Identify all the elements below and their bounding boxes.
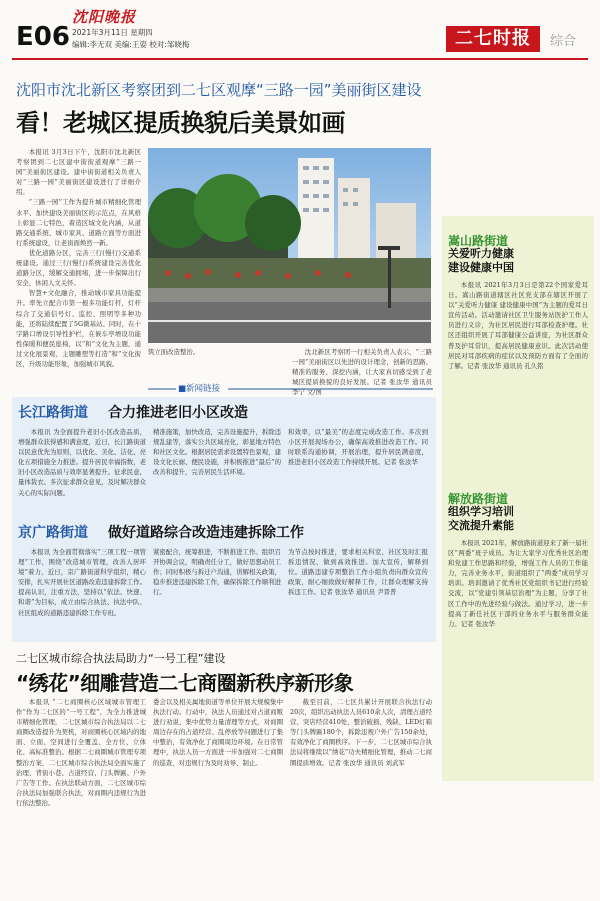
brief2-column-1 (18, 547, 146, 637)
brief-paragraph: 精准施策，加快改造，完善设施提升，拆除违规乱建等，落实公共区域亮化，彰显地方特色和社区文化。根据居民需求设置特色景观，建设文化长廊、便民设施，并积极推进“最后”的改善和提升，完善居民生活环境。 (153, 428, 281, 477)
brief2-headline: 做好道路综合改造违建拆除工作 (108, 525, 304, 541)
staff-line: 编辑:李无双 美编:王姿 校对:邹晓梅 (72, 40, 190, 49)
lead-photo (148, 148, 431, 343)
newslink-label: ■新闻链接 (178, 384, 221, 394)
lead-column-2 (292, 347, 432, 397)
brief1-kicker: 长江路街道 (18, 405, 88, 421)
feature-kicker: 二七区城市综合执法局助力“一号工程”建设 (16, 652, 226, 665)
brief-paragraph: 和效率，以“最美”的态度完成改造工作。多次到小区开展现场办公，确保高效推进改造工作。同时联系沟通协调，开展治理，提升居民满意度，推进老旧小区改造工作持续开展。记者 张汝华 (288, 428, 428, 467)
page-number: E06 (16, 22, 70, 52)
lead-paragraph: 沈北新区考察团一行相关负责人表示，“三路一园”美丽街区以先进的设计理念，创新的思路、精准的服务、深挖内涵，让大家真切感受到了老城区提质换貌的良好发展。记者 张汝华 通讯员 李宁 文/图 (292, 348, 432, 397)
brief2-column-3 (288, 547, 428, 637)
lead-kicker: 沈阳市沈北新区考察团到二七区观摩“三路一园”美丽街区建设 (16, 81, 422, 99)
brief-paragraph: 本报讯 为全面贯彻落实“三项工程一项管理”工作，围绕“改造城市管理，改善人居环境”着力，近日，京广路街道科学组织，精心安排，扎实开展社区道路改造违建拆除工作。提高认识，注重方法，坚持以“依法、快速、和谐”为目标，成立由综合执法、执法中队、社区组成的道路违建拆除工作专班。 (18, 548, 146, 617)
header-divider (12, 58, 588, 60)
photo-caption: 筑立面改造整治。 (148, 348, 200, 356)
sidebar2-kicker: 解放路街道 (448, 492, 509, 506)
brief1-column-3 (288, 427, 428, 509)
brief2-kicker: 京广路街道 (18, 525, 88, 541)
feature-paragraph: 委会以及相关属地街道等单位开展大规模集中执法行动。行动中，执法人员通过对占道商贩进行劝说、集中优势力量清理等方式，对商圈周边存在的占道经营、乱停放等问题进行了集中整治，有效净化了商圈周边环境。在日常管理中，执法人员一方面进一步加强对二七商圈的巡查，对违规行为及时劝导、制止。 (153, 698, 283, 767)
brief1-column-1 (18, 427, 146, 509)
masthead-logo: 沈阳晚报 (72, 8, 137, 26)
lead-column-1 (16, 147, 141, 379)
sidebar2-body (448, 538, 588, 778)
lead-paragraph: 本报讯 3月3日下午，沈阳市沈北新区考察团到二七区建中街街道观摩“三路一园”美丽街区建设。建中街街道相关负责人对“三路一园”美丽街区建设进行了详细介绍。 (16, 148, 141, 197)
feature-headline: “绣花”细雕营造二七商圈新秩序新形象 (16, 671, 354, 695)
sidebar-paragraph: 本报讯 2021年，解放路街道迎来了新一届社区“两委”班子成员。为让大家学习优秀社区治理和党建工作思路和经验，增强工作人员的工作能力，完善业务水平，街道组织了“两委”成员学习培训。培训邀请了优秀社区党组织书记进行经验交流，以“党建引领基层治理”为主题，分享了社区工作中的先进经验与做法。通过学习，进一步提高了新任社区干部的业务水平与服务群众能力。记者 张汝华 (448, 539, 588, 628)
photo-caption-tail (148, 347, 288, 379)
sidebar1-headline: 关爱听力健康 建设健康中国 (448, 247, 514, 274)
brief-paragraph: 本报讯 为全面提升老旧小区改造品质，增强群众获得感和满意度，近日，长江路街道以民意优先为原则，以优化、美化、洁化、亮化五项措施全力推进。提升居民幸福指数，老旧小区改造品质与效率显著提升。征求民意，量体裁衣。多次征求群众意见，及时解决群众关心的实际问题。 (18, 428, 146, 497)
lead-paragraph: 优化道路分区，完善三行(慢行)交通系统建设。通过三行(慢行)系统建设完善优化道路分区，缓解交通拥堵，进一步保障出行安全，休闲人文关怀。 (16, 248, 141, 288)
header-meta (72, 27, 189, 51)
lead-headline: 看！老城区提质换貌后美景如画 (16, 109, 345, 137)
feature-column-1 (16, 697, 146, 895)
lead-paragraph: 智慧+文化融合，推动城市家具功能提升。率先立配合市第一根多功能灯杆，灯杆综合了交通信号灯、监控、照明等多种功能，还将陆续配置了5G微基站。同时，在十字路口增设引导性护栏，在候车亭增设功能性保暖和便民座椅，以“和”文化为主题，通过文化展景观、主题雕塑等打造“和”文化街区，升级功能形象，加强城市风貌。 (16, 289, 141, 368)
feature-column-2 (153, 697, 283, 895)
brief-paragraph: 为节点按时推进，要求相关科室、社区及时汇报拆违情况，做到高效推进。加大宣传，解释到位。道路违建专项整治工作小组负责向群众宣传政策，耐心细致做好解释工作，让群众理解支持拆违工作。记者 张汝华 通讯员 尹晋普 (288, 548, 428, 597)
sidebar2-headline: 组织学习培训 交流提升素能 (448, 505, 514, 532)
brief1-headline: 合力推进老旧小区改造 (108, 405, 248, 421)
section-tag: 综合 (550, 34, 577, 49)
brief1-column-2 (153, 427, 281, 509)
sidebar1-kicker: 嵩山路街道 (448, 234, 509, 248)
date-line: 2021年3月11日 星期四 (72, 28, 153, 37)
sidebar-paragraph: 本报讯 2021年3月3日是第22个国家爱耳日。嵩山路街道辖区社区党支部在辖区开展了以“关爱听力健康 建设健康中国”为主题的爱耳日宣传活动。活动邀请社区卫生服务站医护工作人员进行义诊，为社区居民进行耳部检查护理。社区还组织开展了耳部健康公益讲座，为社区群众普及护耳常识，提高居民健康意识。此次活动使居民对耳部疾病的症状以及预防方面有了全面的了解。记者 张汝华 通讯员 孔久铭 (448, 281, 588, 370)
feature-paragraph: 本报讯 “二七商圈核心区域城市管理工作”作为二七区的“一号工程”，为全力推进城市精细化管理，二七区城市综合执法局以二七商圈改造提升为契机，对商圈核心区域内的地面、立面、空间进行全覆盖、全方位、立体化、高标准整治。根据二七商圈城市管理专项整治方案，二七区城市综合执法局全面实施了治理、背街小巷、占道经营、门头牌匾、户外广告等工作。在执法联动方面，二七区城市综合执法局加强联合执法，对商圈内违规行为进行依法整治。 (16, 698, 146, 807)
page-header (0, 0, 600, 58)
sidebar1-body (448, 280, 588, 475)
feature-column-3 (290, 697, 432, 895)
brand-logo: 二七时报 (446, 26, 540, 52)
feature-paragraph: 截至目前，二七区共累计开展联合执法行动20次，组织出动执法人员610余人次，清理占道经营、突店经营410处，整治破损、残缺、LED灯箱等门头牌匾180个，拆除违规户外广告150余处，有效净化了商圈秩序。下一步，二七区城市综合执法局将继续以“绣花”功夫精细化管理，推动二七商圈提质增效。记者 张汝华 通讯员 刘武军 (290, 698, 432, 767)
brief2-column-2 (153, 547, 281, 637)
brief-paragraph: 紧密配合，统筹推进，不断推进工作。组织召开协调会议，明确责任分工，做好思想动员工作；同时积极与拆迁户沟通，讲解相关政策，稳步推进违建拆除工作，确保拆除工作顺利进行。 (153, 548, 281, 597)
lead-paragraph: “三路一园”工作为提升城市精细化管理水平、加快建设美丽街区的示范点，在风格上彰显二七特色，着造区域文化内涵，从道路交通系统、城市家具、道路立面等方面进行系统建设，让老街面焕然一新。 (16, 198, 141, 247)
street-scene-image (148, 148, 431, 343)
